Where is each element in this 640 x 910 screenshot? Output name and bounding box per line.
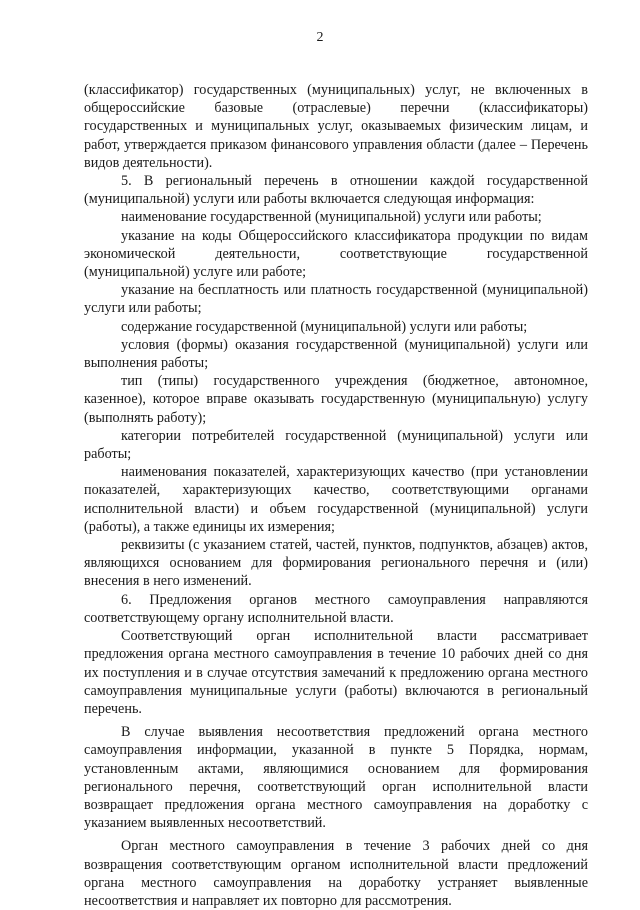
paragraph-resubmission: Орган местного самоуправления в течение 3 рабочих дней со дня возвращения соответствующим органом исполнительной власти предложений органа местного самоуправления на доработку устраняет выявленные несоответствия и направляет их повторно для рассмотрения. (84, 838, 588, 909)
paragraph-list-item: тип (типы) государственного учреждения (бюджетное, автономное, казенное), которое вправе оказывать государственную (муниципальную) услугу (выполнять работу); (84, 373, 588, 426)
paragraph-item-5: 5. В региональный перечень в отношении каждой государственной (муниципальной) услуги или работы включается следующая информация: (84, 173, 588, 208)
paragraph-list-item: наименования показателей, характеризующих качество (при установлении показателей, характеризующих качество, соответствующими органами исполнительной власти) и объем государственной (муниципальной) услуги (работы), а также единицы их измерения; (84, 464, 588, 535)
paragraph-mismatch: В случае выявления несоответствия предложений органа местного самоуправления информации, указанной в пункте 5 Порядка, нормам, установленным актами, являющимися основанием для формирования регионального перечня, соответствующий орган исполнительной власти возвращает предложения органа местного самоуправления на доработку с указанием выявленных несоответствий. (84, 724, 588, 832)
paragraph-list-item: категории потребителей государственной (муниципальной) услуги или работы; (84, 427, 588, 463)
paragraph-item-6: 6. Предложения органов местного самоуправления направляются соответствующему органу исполнительной власти. (84, 591, 588, 626)
page-number: 2 (316, 30, 324, 45)
paragraph-list-item: условия (формы) оказания государственной (муниципальной) услуги или выполнения работы; (84, 336, 588, 372)
paragraph-list-item: наименование государственной (муниципальной) услуги или работы; (121, 209, 542, 226)
paragraph-list-item: содержание государственной (муниципальной) услуги или работы; (121, 318, 528, 335)
paragraph-list-item: реквизиты (с указанием статей, частей, пунктов, подпунктов, абзацев) актов, являющихся основанием для формирования регионального перечня и (или) внесения в него изменений. (84, 537, 588, 590)
paragraph-list-item: указание на коды Общероссийского классификатора продукции по видам экономической деятельности, соответствующие государственной (муниципальной) услуге или работе; (84, 227, 588, 281)
paragraph-list-item: указание на бесплатность или платность государственной (муниципальной) услуги или работы; (84, 282, 588, 317)
paragraph-continuation: (классификатор) государственных (муниципальных) услуг, не включенных в общероссийские базовые (отраслевые) перечни (классификаторы) государственных и муниципальных услуг, оказываемых физическим лицам, и работ, утверждается приказом финансового управления области (далее – Перечень видов деятельности). (84, 82, 588, 171)
paragraph-review: Соответствующий орган исполнительной власти рассматривает предложения органа местного самоуправления в течение 10 рабочих дней со дня их поступления и в случае отсутствия замечаний к предложению органа местного самоуправления муниципальные услуги (работы) включаются в региональный перечень. (84, 628, 588, 717)
document-body (84, 81, 588, 910)
